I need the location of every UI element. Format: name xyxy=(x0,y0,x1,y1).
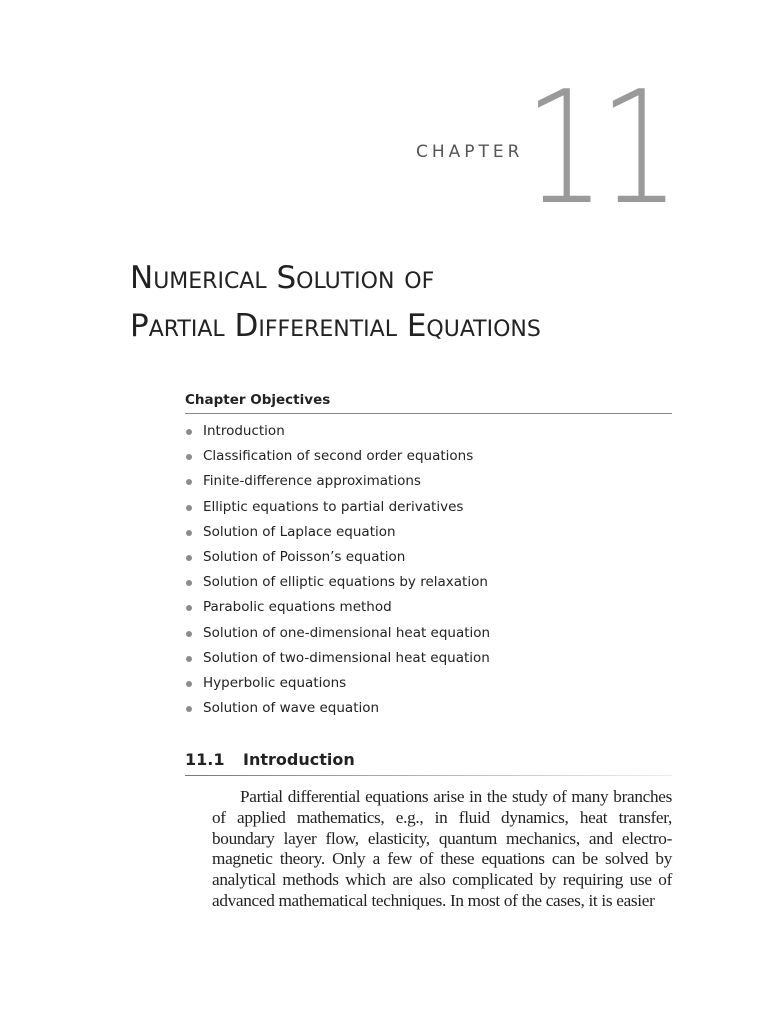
list-item xyxy=(185,696,672,721)
list-item xyxy=(185,646,672,671)
list-item-text: Elliptic equations to partial derivatives xyxy=(203,498,464,515)
chapter-title-line2: Partial Differential Equations xyxy=(130,308,541,344)
list-item-text: Hyperbolic equations xyxy=(203,674,347,691)
list-item xyxy=(185,671,672,696)
bullet-icon xyxy=(186,631,192,637)
bullet-icon xyxy=(186,580,192,586)
bullet-icon xyxy=(186,530,192,536)
list-item xyxy=(185,545,672,570)
list-item xyxy=(185,570,672,595)
chapter-number: 11 xyxy=(524,57,674,239)
bullet-icon xyxy=(186,706,192,712)
list-item xyxy=(185,595,672,620)
chapter-objectives xyxy=(185,392,672,721)
bullet-icon xyxy=(186,454,192,460)
list-item-text: Classification of second order equations xyxy=(203,448,474,465)
list-item-text: Solution of two-dimensional heat equation xyxy=(203,649,490,666)
list-item-text: Solution of Poisson’s equation xyxy=(203,548,406,565)
list-item-text: Parabolic equations method xyxy=(203,599,392,616)
list-item xyxy=(185,520,672,545)
list-item-text: Solution of Laplace equation xyxy=(203,523,396,540)
objectives-heading: Chapter Objectives xyxy=(185,392,672,414)
chapter-title-line1: Numerical Solution of xyxy=(130,260,435,296)
section-divider xyxy=(185,775,672,776)
list-item xyxy=(185,419,672,444)
body-paragraph: Partial differential equations arise in the study of many branches of applied mathematics, e.g., in fluid dynamics, heat transfer, boundary layer flow, elasticity, quantum mechanics, and electro-magnetic theory. Only a few of these equations can be solved by analytical methods which are also complicated by requiring use of advanced mathematical techniques. In most of the cases, it is easier xyxy=(212,787,672,910)
list-item-text: Solution of elliptic equations by relaxation xyxy=(203,574,488,591)
bullet-icon xyxy=(186,656,192,662)
list-item xyxy=(185,621,672,646)
list-item-text: Introduction xyxy=(203,423,285,439)
bullet-icon xyxy=(186,555,192,561)
bullet-icon xyxy=(186,429,192,435)
section-title: Introduction xyxy=(243,750,355,769)
bullet-icon xyxy=(186,479,192,485)
bullet-icon xyxy=(186,605,192,611)
bullet-icon xyxy=(186,681,192,687)
list-item xyxy=(185,444,672,469)
list-item-text: Solution of wave equation xyxy=(203,700,380,717)
list-item-text: Solution of one-dimensional heat equation xyxy=(203,624,491,641)
objectives-list xyxy=(185,419,672,721)
list-item xyxy=(185,469,672,494)
list-item xyxy=(185,495,672,520)
bullet-icon xyxy=(186,505,192,511)
section-number: 11.1 xyxy=(185,750,225,769)
list-item-text: Finite-difference approximations xyxy=(203,473,421,490)
section-heading xyxy=(185,750,672,773)
chapter-label: CHAPTER xyxy=(416,142,524,162)
chapter-title xyxy=(130,254,541,350)
